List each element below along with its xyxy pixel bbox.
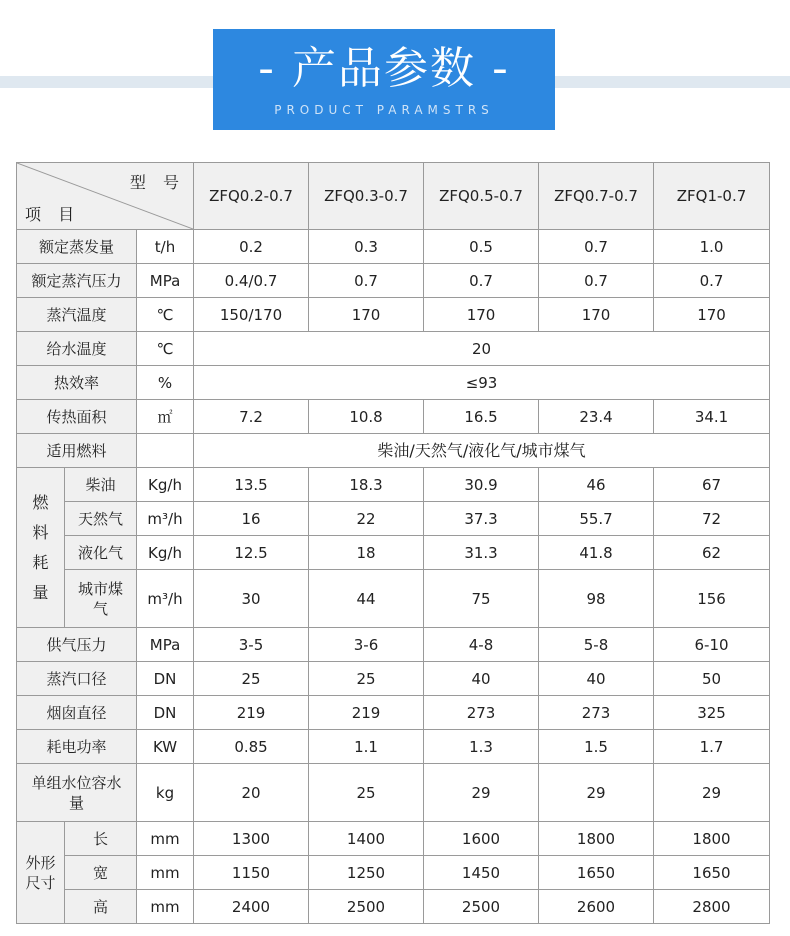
table-row <box>17 298 770 332</box>
table-cell: 5-8 <box>539 628 654 662</box>
table-cell: 16 <box>194 502 309 536</box>
table-row <box>17 662 770 696</box>
table-cell: 16.5 <box>424 400 539 434</box>
table-cell: 31.3 <box>424 536 539 570</box>
table-row <box>17 332 770 366</box>
title-banner <box>213 29 555 130</box>
table-cell: 55.7 <box>539 502 654 536</box>
table-cell: 1.3 <box>424 730 539 764</box>
table-cell: 1150 <box>194 856 309 890</box>
table-cell: 50 <box>654 662 770 696</box>
table-cell: 1800 <box>539 822 654 856</box>
row-unit: % <box>137 366 194 400</box>
table-cell: 0.7 <box>424 264 539 298</box>
row-unit: MPa <box>137 264 194 298</box>
table-cell: 2400 <box>194 890 309 924</box>
table-row <box>17 536 770 570</box>
table-cell: 0.3 <box>309 230 424 264</box>
table-cell: 44 <box>309 570 424 628</box>
table-cell: 29 <box>539 764 654 822</box>
table-cell: 75 <box>424 570 539 628</box>
row-label: 烟囱直径 <box>17 696 137 730</box>
table-cell: 170 <box>309 298 424 332</box>
row-unit: m³/h <box>137 570 194 628</box>
table-row <box>17 730 770 764</box>
row-label: 柴油 <box>65 468 137 502</box>
corner-cell <box>17 163 194 230</box>
table-row <box>17 822 770 856</box>
table-cell: ≤93 <box>194 366 770 400</box>
page-title: - 产品参数 - <box>258 43 510 94</box>
row-label: 城市煤气 <box>65 570 137 628</box>
table-row <box>17 628 770 662</box>
table-cell: 10.8 <box>309 400 424 434</box>
table-cell: 6-10 <box>654 628 770 662</box>
row-unit: kg <box>137 764 194 822</box>
table-cell: 1300 <box>194 822 309 856</box>
table-cell: 40 <box>424 662 539 696</box>
table-cell: 3-5 <box>194 628 309 662</box>
model-header: ZFQ0.7-0.7 <box>539 163 654 230</box>
table-row <box>17 468 770 502</box>
table-cell: 1600 <box>424 822 539 856</box>
table-cell: 98 <box>539 570 654 628</box>
table-cell: 22 <box>309 502 424 536</box>
table-cell: 0.4/0.7 <box>194 264 309 298</box>
row-label: 额定蒸汽压力 <box>17 264 137 298</box>
table-cell: 柴油/天然气/液化气/城市煤气 <box>194 434 770 468</box>
row-unit: ℃ <box>137 298 194 332</box>
row-label: 天然气 <box>65 502 137 536</box>
row-label: 高 <box>65 890 137 924</box>
table-row <box>17 400 770 434</box>
table-cell: 156 <box>654 570 770 628</box>
row-label: 热效率 <box>17 366 137 400</box>
table-cell: 219 <box>309 696 424 730</box>
row-label: 宽 <box>65 856 137 890</box>
table-cell: 273 <box>539 696 654 730</box>
table-cell: 18 <box>309 536 424 570</box>
table-cell: 25 <box>309 662 424 696</box>
table-cell: 18.3 <box>309 468 424 502</box>
table-cell: 72 <box>654 502 770 536</box>
table-cell: 12.5 <box>194 536 309 570</box>
row-label: 额定蒸发量 <box>17 230 137 264</box>
table-cell: 20 <box>194 332 770 366</box>
row-unit: ㎡ <box>137 400 194 434</box>
table-cell: 2800 <box>654 890 770 924</box>
table-cell: 0.85 <box>194 730 309 764</box>
table-row <box>17 890 770 924</box>
row-unit: Kg/h <box>137 468 194 502</box>
row-label: 长 <box>65 822 137 856</box>
model-header: ZFQ0.2-0.7 <box>194 163 309 230</box>
row-label: 液化气 <box>65 536 137 570</box>
table-cell: 13.5 <box>194 468 309 502</box>
table-cell: 0.7 <box>539 264 654 298</box>
table-cell: 2600 <box>539 890 654 924</box>
table-cell: 29 <box>424 764 539 822</box>
table-cell: 0.2 <box>194 230 309 264</box>
table-cell: 1800 <box>654 822 770 856</box>
row-unit: mm <box>137 890 194 924</box>
table-row <box>17 696 770 730</box>
table-cell: 0.7 <box>539 230 654 264</box>
table-cell: 30.9 <box>424 468 539 502</box>
table-cell: 0.7 <box>309 264 424 298</box>
table-cell: 1650 <box>654 856 770 890</box>
table-cell: 170 <box>424 298 539 332</box>
table-cell: 1.1 <box>309 730 424 764</box>
model-header: ZFQ1-0.7 <box>654 163 770 230</box>
table-cell: 34.1 <box>654 400 770 434</box>
table-cell: 67 <box>654 468 770 502</box>
row-unit: DN <box>137 696 194 730</box>
table-cell: 3-6 <box>309 628 424 662</box>
corner-item-label: 项 目 <box>25 205 81 224</box>
table-cell: 29 <box>654 764 770 822</box>
row-unit: mm <box>137 822 194 856</box>
row-label: 传热面积 <box>17 400 137 434</box>
row-unit: DN <box>137 662 194 696</box>
table-row <box>17 856 770 890</box>
model-header: ZFQ0.3-0.7 <box>309 163 424 230</box>
table-cell: 0.7 <box>654 264 770 298</box>
row-unit: ℃ <box>137 332 194 366</box>
row-unit <box>137 434 194 468</box>
table-cell: 40 <box>539 662 654 696</box>
table-row <box>17 230 770 264</box>
table-cell: 325 <box>654 696 770 730</box>
table-row <box>17 434 770 468</box>
row-label: 蒸汽口径 <box>17 662 137 696</box>
table-cell: 4-8 <box>424 628 539 662</box>
row-unit: t/h <box>137 230 194 264</box>
table-cell: 25 <box>309 764 424 822</box>
page-subtitle: PRODUCT PARAMSTRS <box>274 103 494 117</box>
table-cell: 20 <box>194 764 309 822</box>
row-label: 耗电功率 <box>17 730 137 764</box>
table-cell: 30 <box>194 570 309 628</box>
table-cell: 7.2 <box>194 400 309 434</box>
row-label: 单组水位容水量 <box>17 764 137 822</box>
table-cell: 25 <box>194 662 309 696</box>
table-cell: 1250 <box>309 856 424 890</box>
spec-table <box>16 162 770 924</box>
table-cell: 1.7 <box>654 730 770 764</box>
dim-group-label: 外形尺寸 <box>17 822 65 924</box>
row-label: 给水温度 <box>17 332 137 366</box>
table-cell: 0.5 <box>424 230 539 264</box>
row-unit: m³/h <box>137 502 194 536</box>
table-cell: 2500 <box>424 890 539 924</box>
table-cell: 2500 <box>309 890 424 924</box>
table-cell: 46 <box>539 468 654 502</box>
table-cell: 1.5 <box>539 730 654 764</box>
table-row <box>17 764 770 822</box>
table-cell: 170 <box>539 298 654 332</box>
table-cell: 41.8 <box>539 536 654 570</box>
table-row <box>17 570 770 628</box>
table-cell: 1.0 <box>654 230 770 264</box>
table-cell: 23.4 <box>539 400 654 434</box>
table-header-row <box>17 163 770 230</box>
table-cell: 1400 <box>309 822 424 856</box>
table-cell: 150/170 <box>194 298 309 332</box>
row-unit: mm <box>137 856 194 890</box>
table-cell: 1450 <box>424 856 539 890</box>
table-cell: 1650 <box>539 856 654 890</box>
row-label: 供气压力 <box>17 628 137 662</box>
fuel-group-label: 燃料耗量 <box>17 468 65 628</box>
table-cell: 62 <box>654 536 770 570</box>
model-header: ZFQ0.5-0.7 <box>424 163 539 230</box>
table-cell: 219 <box>194 696 309 730</box>
table-cell: 273 <box>424 696 539 730</box>
table-row <box>17 502 770 536</box>
table-row <box>17 366 770 400</box>
table-row <box>17 264 770 298</box>
corner-model-label: 型 号 <box>129 173 186 192</box>
row-unit: KW <box>137 730 194 764</box>
row-label: 适用燃料 <box>17 434 137 468</box>
table-cell: 37.3 <box>424 502 539 536</box>
row-unit: Kg/h <box>137 536 194 570</box>
row-label: 蒸汽温度 <box>17 298 137 332</box>
table-cell: 170 <box>654 298 770 332</box>
row-unit: MPa <box>137 628 194 662</box>
